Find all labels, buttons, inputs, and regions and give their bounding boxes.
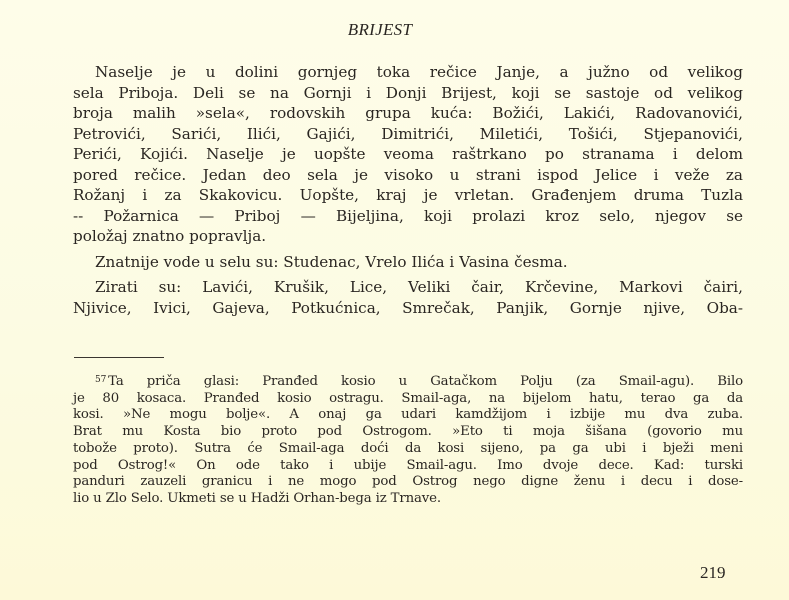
body-text <box>73 62 743 318</box>
text-line: Perići, Kojići. Naselje je uopšte veoma raštrkano po stranama i delom <box>73 145 743 163</box>
footnote-number: 57 <box>95 375 107 385</box>
footnote-line: je 80 kosaca. Pranđed kosio ostragu. Smail-aga, na bijelom hatu, terao ga da <box>73 390 743 406</box>
text-line: Zirati su: Lavići, Krušik, Lice, Veliki čair, Krčevine, Markovi čairi, <box>95 278 743 296</box>
text-line: Njivice, Ivici, Gajeva, Potkućnica, Smrečak, Panjik, Gornje njive, Oba- <box>73 298 743 317</box>
footnote-line <box>73 372 743 391</box>
text-line: položaj znatno popravlja. <box>73 227 267 245</box>
text-line: Naselje je u dolini gornjeg toka rečice Janje, a južno od velikog <box>95 63 743 81</box>
text-line: sela Priboja. Deli se na Gornji i Donji Brijest, koji se sastoje od velikog <box>73 83 743 102</box>
text-line: pored rečice. Jedan deo sela je visoko u strani ispod Jelice i veže za <box>73 165 743 184</box>
text-line: Znatnije vode u selu su: Studenac, Vrelo Ilića i Vasina česma. <box>95 252 568 271</box>
text-line: broja malih »sela«, rodovskih grupa kuća: Božići, Lakići, Radovanovići, <box>73 104 743 122</box>
paragraph-2 <box>73 252 743 273</box>
paragraph-3 <box>73 277 743 318</box>
paragraph-1 <box>73 62 743 247</box>
footnote-separator <box>74 357 164 358</box>
footnote-line: lio u Zlo Selo. Ukmeti se u Hadži Orhan-bega iz Trnave. <box>73 490 441 506</box>
chapter-title: BRIJEST <box>347 20 413 39</box>
page-number: 219 <box>700 563 726 582</box>
footnote <box>73 372 743 508</box>
footnote-text: Ta priča glasi: Pranđed kosio u Gatačkom Polju (za Smail-agu). Bilo <box>108 374 743 389</box>
footnote-line: tobože proto). Sutra će Smail-aga doći da kosi sijeno, pa ga ubi i bježi meni <box>73 440 743 456</box>
footnote-line: kosi. »Ne mogu bolje«. A onaj ga udari kamdžijom i izbije mu dva zuba. <box>73 407 743 423</box>
footnote-line: Brat mu Kosta bio proto pod Ostrogom. »Eto ti moja šišana (govorio mu <box>73 424 743 440</box>
footnote-line: panduri zauzeli granicu i ne mogo pod Ostrog nego digne ženu i decu i dose- <box>73 474 743 490</box>
text-line: Petrovići, Sarići, Ilići, Gajići, Dimitrići, Miletići, Tošići, Stjepanovići, <box>73 124 743 143</box>
text-line: Rožanj i za Skakovicu. Uopšte, kraj je vrletan. Građenjem druma Tuzla <box>73 186 743 204</box>
footnote-line: pod Ostrog!« On ode tako i ubije Smail-agu. Imo dvoje dece. Kad: turski <box>73 457 743 473</box>
text-line: -- Požarnica — Priboj — Bijeljina, koji prolazi kroz selo, njegov se <box>73 206 743 225</box>
